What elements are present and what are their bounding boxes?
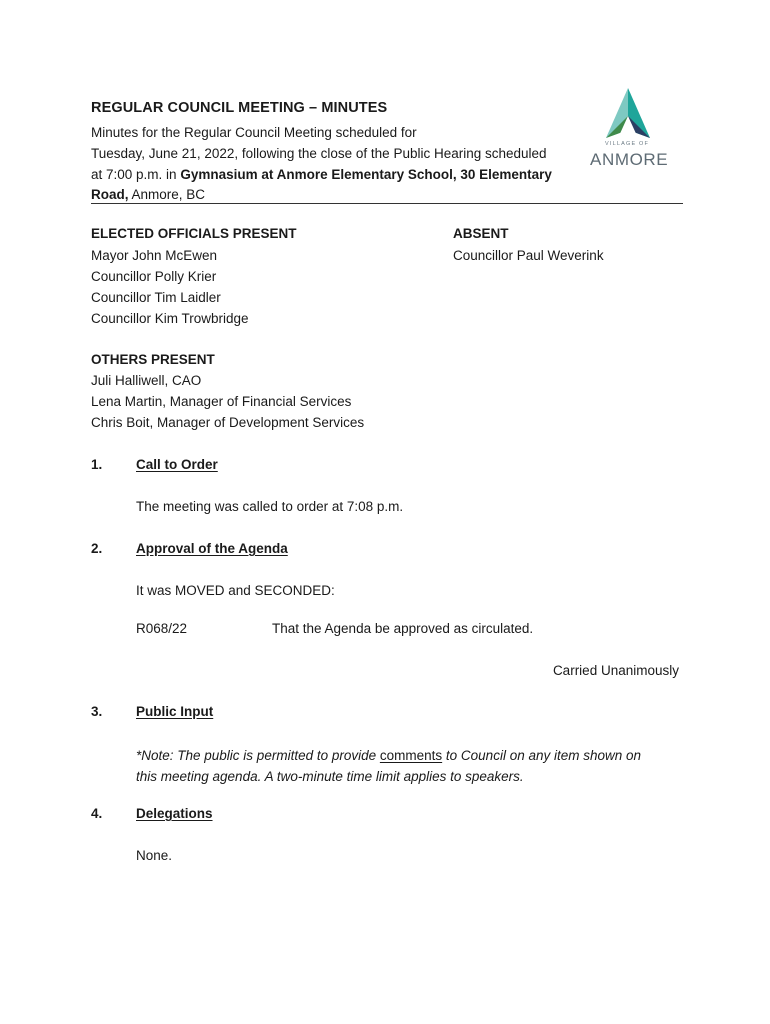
motion-result: Carried Unanimously [552, 663, 679, 678]
logo-village-text: VILLAGE OF [605, 141, 650, 147]
item-3-title: Public Input [136, 704, 214, 719]
intro-line-1: Minutes for the Regular Council Meeting scheduled for [91, 125, 417, 140]
item-4-title: Delegations [136, 806, 213, 821]
meeting-location: Gymnasium at Anmore Elementary School, 30 Elementary [180, 166, 552, 182]
item-3-number: 3. [91, 704, 103, 719]
item-1-number: 1. [91, 457, 103, 472]
elected-member: Councillor Tim Laidler [91, 290, 221, 305]
item-4-body: None. [136, 848, 173, 863]
absent-heading: ABSENT [453, 226, 509, 241]
others-member: Juli Halliwell, CAO [91, 373, 202, 388]
intro-line-4-plain: Anmore, BC [128, 187, 206, 203]
resolution-id: R068/22 [136, 621, 188, 636]
others-heading: OTHERS PRESENT [91, 352, 215, 367]
intro-line-2: Tuesday, June 21, 2022, following the close of the Public Hearing scheduled [91, 145, 547, 161]
page-title: REGULAR COUNCIL MEETING – MINUTES [91, 100, 388, 116]
comments-link[interactable]: comments [379, 748, 443, 763]
intro-line-3 [91, 165, 552, 186]
resolution-text: That the Agenda be approved as circulated. [272, 621, 534, 636]
header-divider [91, 203, 683, 204]
item-4-number: 4. [91, 806, 103, 821]
others-member: Lena Martin, Manager of Financial Services [91, 394, 352, 409]
note-line-2: this meeting agenda. A two-minute time limit applies to speakers. [136, 769, 524, 784]
note-line-1 [136, 745, 641, 766]
elected-member: Councillor Kim Trowbridge [91, 311, 249, 326]
intro-line-3-plain: at 7:00 p.m. in [91, 166, 181, 182]
others-member: Chris Boit, Manager of Development Services [91, 415, 365, 430]
public-input-note [136, 745, 641, 787]
item-1-body: The meeting was called to order at 7:08 p.m. [136, 499, 404, 514]
note-text-a: *Note: The public is permitted to provide [136, 748, 380, 763]
item-2-title: Approval of the Agenda [136, 541, 288, 556]
meeting-location-cont: Road, [91, 187, 129, 203]
logo-name-text: ANMORE [590, 150, 669, 169]
note-text-b: to Council on any item shown on [442, 748, 642, 763]
item-2-number: 2. [91, 541, 103, 556]
elected-member: Mayor John McEwen [91, 248, 218, 263]
item-1-title: Call to Order [136, 457, 218, 472]
absent-member: Councillor Paul Weverink [453, 248, 604, 263]
elected-member: Councillor Polly Krier [91, 269, 217, 284]
elected-heading: ELECTED OFFICIALS PRESENT [91, 226, 297, 241]
item-2-motion: It was MOVED and SECONDED: [136, 583, 335, 598]
meeting-intro [91, 123, 552, 206]
